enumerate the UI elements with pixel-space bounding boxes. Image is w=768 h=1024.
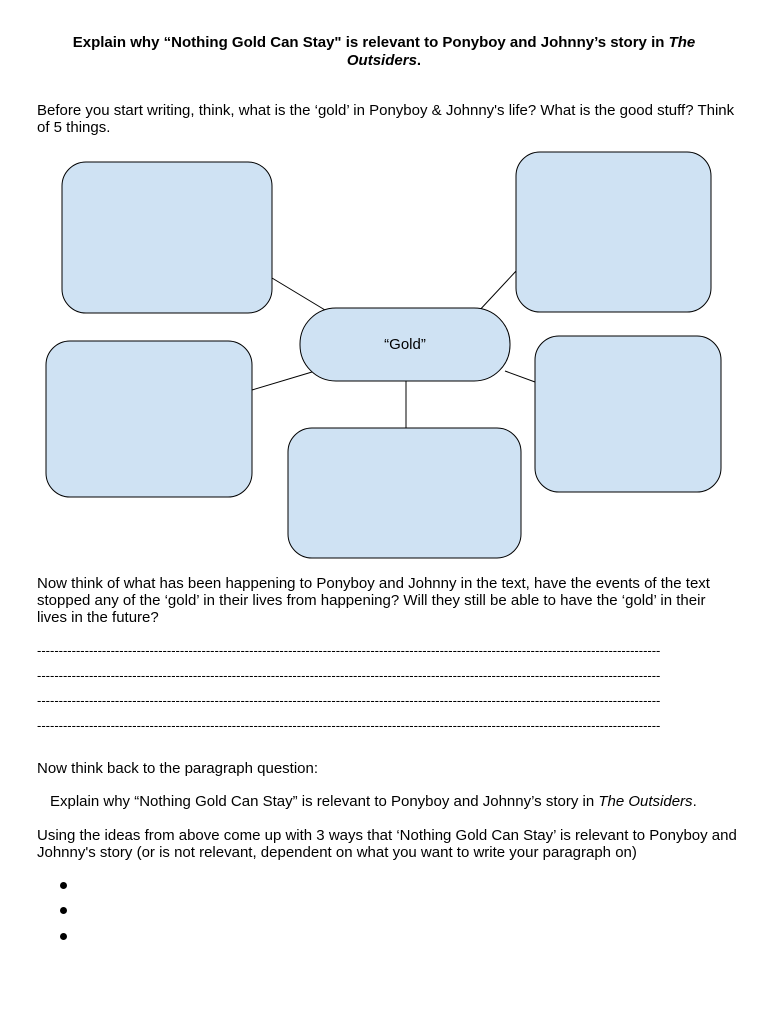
paragraph-question-text: Explain why “Nothing Gold Can Stay” is relevant to Ponyboy and Johnny’s story in — [50, 793, 599, 810]
answer-line-3[interactable]: ------------------------------------------------------------------------------------------------------------------------------------------------ — [37, 694, 661, 708]
paragraph-question — [50, 793, 750, 810]
title-book-name: The Outsiders — [346, 34, 696, 69]
gold-box-2[interactable] — [516, 152, 711, 312]
paragraph-prompt-text: Now think back to the paragraph question: — [37, 760, 319, 777]
answer-line-4[interactable]: ------------------------------------------------------------------------------------------------------------------------------------------------ — [37, 719, 661, 733]
gold-box-3[interactable] — [46, 341, 252, 497]
title-text: Explain why “Nothing Gold Can Stay" is relevant to Ponyboy and Johnny’s story in — [72, 34, 669, 51]
answer-line-2[interactable]: ------------------------------------------------------------------------------------------------------------------------------------------------ — [37, 669, 661, 683]
bullet-point-2[interactable] — [60, 907, 70, 917]
connector-line-top-left — [272, 278, 325, 310]
paragraph-question-book-name: The Outsiders — [598, 793, 693, 810]
intro-text: Before you start writing, think, what is the ‘gold’ in Ponyboy & Johnny's life? What is the good stuff? Think of 5 things. — [37, 102, 735, 136]
gold-box-5[interactable] — [288, 428, 521, 558]
title-period: . — [416, 52, 422, 69]
gold-box-1[interactable] — [62, 162, 272, 313]
answer-line-1[interactable]: ------------------------------------------------------------------------------------------------------------------------------------------------ — [37, 644, 661, 658]
connector-line-middle-left — [252, 372, 312, 390]
gold-center-label: “Gold” — [384, 336, 426, 353]
bullet-point-3[interactable] — [60, 933, 70, 943]
paragraph-question-period: . — [692, 793, 697, 810]
instructions-text: Using the ideas from above come up with 3 ways that ‘Nothing Gold Can Stay’ is relevant to Ponyboy and Johnny's story (or is not relevant, dependent on what you want to write your paragraph on) — [37, 827, 737, 861]
question-events-text: Now think of what has been happening to Ponyboy and Johnny in the text, have the events of the text stopped any of the ‘gold’ in their lives from happening? Will they still be able to have the ‘gold’ in their lives in the future? — [37, 575, 710, 626]
connector-line-middle-right — [505, 371, 535, 382]
bullet-point-1[interactable] — [60, 882, 70, 892]
connector-line-top-right — [477, 270, 517, 313]
gold-box-4[interactable] — [535, 336, 721, 492]
